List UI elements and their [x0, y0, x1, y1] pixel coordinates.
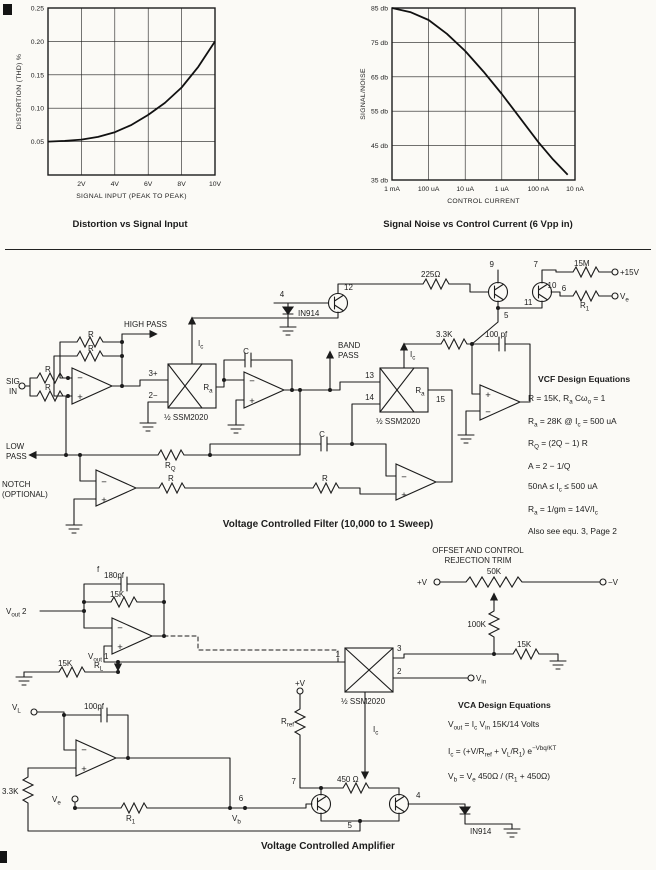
transistor	[390, 795, 409, 814]
minus-sign: −	[101, 477, 107, 488]
vcf-label-c: C	[319, 430, 325, 439]
vcf-label-low-pass: PASS	[6, 452, 27, 461]
vcf-terminals	[19, 269, 618, 389]
vca-pin-5: 5	[347, 821, 352, 830]
vcf-pin-2: 2−	[148, 391, 158, 400]
vcf-pin-11: 11	[524, 298, 533, 307]
resistor-15k-rl	[56, 667, 88, 677]
vcf-title: Voltage Controlled Filter (10,000 to 1 Sweep)	[222, 519, 434, 530]
vcf-label-15v: +15V	[620, 268, 639, 277]
resistor-r1	[570, 291, 602, 301]
resistor	[310, 483, 342, 493]
vca-label-15k: 15K	[58, 659, 73, 668]
vca-label-3k3: 3.3K	[2, 787, 19, 796]
plus-sign: +	[77, 392, 83, 403]
equation-line: R = 15K, $R_a$ $C\omega_o = 1$	[528, 393, 606, 406]
y-tick-label: 65 db	[370, 74, 388, 82]
diode-in914	[460, 806, 470, 820]
ground-symbol	[458, 430, 474, 443]
vcf-label-r: R	[322, 474, 328, 483]
vcf-label-optional: (OPTIONAL)	[2, 490, 48, 499]
x-tick-label: 1 uA	[494, 186, 509, 193]
data-curve	[48, 41, 215, 141]
vcf-label-r: R	[45, 365, 51, 374]
resistor-450	[340, 783, 372, 793]
vca-pin-3: 3	[397, 644, 402, 653]
y-tick-label: 0.10	[30, 105, 44, 113]
vca-label-vl: $V_L$	[12, 703, 21, 715]
vca-label-450: 450 Ω	[337, 775, 359, 784]
x-tick-label: 100 nA	[527, 186, 550, 193]
vcf-label-ssm1: ½ SSM2020	[164, 413, 209, 422]
resistor-3k3	[23, 774, 33, 806]
capacitor-100pf	[486, 337, 518, 351]
vcf-label-15m: 15M	[574, 259, 590, 268]
minus-v-terminal	[600, 579, 606, 585]
ve-terminal	[72, 796, 78, 802]
x-tick-label: 6V	[144, 181, 153, 188]
vcf-label-in: IN	[9, 387, 17, 396]
vca-label-r1: $R_1$	[126, 814, 136, 826]
x-tick-label: 2V	[77, 181, 86, 188]
vca-equation-lines	[448, 719, 654, 784]
ground-symbol	[280, 322, 296, 335]
vca-opamps	[76, 618, 152, 776]
minus-sign: −	[77, 373, 83, 384]
vca-label-offset2: REJECTION TRIM	[444, 556, 512, 565]
vcf-equation-lines	[528, 393, 656, 536]
vcf-label-3k3: 3.3K	[436, 330, 453, 339]
vca-pin-4: 4	[416, 791, 421, 800]
y-tick-label: 0.20	[30, 38, 44, 46]
vcf-label-high-pass: HIGH PASS	[124, 320, 167, 329]
equation-line: Also see equ. 3, Page 2	[528, 526, 617, 537]
vcf-pin-6: 6	[561, 284, 567, 293]
vcf-label-ve: $V_e$	[620, 292, 629, 304]
vcf-label-100pf: 100 pf	[485, 330, 508, 339]
signal-noise-chart	[330, 0, 656, 214]
vcf-label-r: R	[45, 383, 51, 392]
capacitor-c	[308, 437, 340, 451]
plus-sign: +	[485, 390, 491, 401]
vcf-label-r: R	[88, 344, 94, 353]
vca-pin-6: 6	[238, 794, 244, 803]
sig-in-terminal	[19, 383, 25, 389]
vca-multiplier	[345, 648, 393, 692]
resistor-3k3	[438, 339, 470, 349]
vcf-label-ic1: $I_c$	[198, 339, 204, 351]
equation-line: $R_Q = (2Q - 1)$ R	[528, 438, 588, 452]
vcf-label-band-pass: PASS	[338, 351, 359, 360]
ground-symbol	[228, 420, 244, 433]
vcf-pin-4: 4	[279, 290, 285, 299]
equation-line: $R_a = 28K$ @ $I_c = 500$ uA	[528, 415, 617, 429]
vcf-resistors	[34, 267, 602, 493]
vl-terminal	[31, 709, 37, 715]
plus15v-terminal	[612, 269, 618, 275]
x-axis-label: SIGNAL INPUT (PEAK TO PEAK)	[76, 193, 187, 200]
vca-label-in914: IN914	[470, 827, 492, 836]
y-axis-label: DISTORTION (THD) %	[16, 53, 23, 130]
plot-frame	[48, 8, 215, 175]
plus-v-terminal	[297, 688, 303, 694]
equation-line: $I_c = (+V/R_{ref} + V_L/R_1)$ $e^{-Vbq/KT}$	[448, 744, 557, 759]
resistor-rref	[295, 706, 305, 738]
vcf-pin-12: 12	[344, 283, 353, 292]
vcf-pin-9: 9	[489, 260, 494, 269]
potentiometer-50k	[462, 577, 526, 587]
distortion-chart	[0, 0, 330, 214]
y-tick-label: 0.25	[30, 5, 44, 13]
vcf-label-ssm2: ½ SSM2020	[376, 417, 421, 426]
vcf-label-r: R	[88, 330, 94, 339]
vcf-pin-10: 10	[547, 281, 557, 290]
vca-pin-1: 1	[335, 650, 340, 659]
vca-pin-2: 2	[397, 667, 402, 676]
vca-equations	[448, 700, 654, 797]
y-tick-label: 75 db	[370, 39, 388, 47]
vca-label-180pf: 180pf	[104, 571, 125, 580]
minus-sign: −	[485, 407, 491, 418]
vca-label-offset1: OFFSET AND CONTROL	[432, 546, 524, 555]
vcf-equations-title: VCF Design Equations	[538, 374, 631, 384]
vcf-label-r1: $R_1$	[580, 301, 590, 313]
vca-label-minus-v: −V	[608, 578, 619, 587]
vcf-label-notch: NOTCH	[2, 480, 31, 489]
resistor	[156, 483, 188, 493]
x-tick-label: 10V	[208, 181, 222, 188]
vca-label-15k: 15K	[517, 640, 532, 649]
y-tick-label: 0.05	[30, 139, 44, 147]
vcf-wires	[25, 270, 612, 520]
vca-label-plus-v: +V	[294, 679, 306, 688]
equation-line: $R_a = 1/gm = 14V/I_c$	[528, 503, 598, 517]
resistor-225	[420, 279, 452, 289]
vcf-opamps	[72, 368, 520, 506]
data-curve	[392, 8, 568, 175]
vcf-label-sig: SIG	[6, 377, 20, 386]
vca-label-vb: $V_b$	[232, 814, 241, 826]
plus-v-terminal	[434, 579, 440, 585]
vca-label-50k: 50K	[486, 567, 502, 576]
vca-label-100pf: 100pf	[84, 702, 105, 711]
x-tick-label: 1 mA	[384, 186, 400, 193]
vca-label-100k: 100K	[467, 620, 486, 629]
vcf-label-225: 225Ω	[421, 270, 441, 279]
plus-sign: +	[401, 490, 407, 501]
x-tick-label: 100 uA	[417, 186, 440, 193]
vca-label-ic: $I_c$	[373, 725, 379, 737]
minus-sign: −	[249, 376, 255, 387]
vcf-label-band: BAND	[338, 341, 361, 350]
resistor-r1	[118, 803, 150, 813]
vca-label-rref: $R_{ref}$	[280, 717, 294, 729]
y-tick-label: 85 db	[370, 5, 388, 13]
vca-label-rl: $R_L$	[94, 661, 104, 673]
vcf-label-ra2: $R_a$	[415, 386, 425, 398]
equation-line: A = 2 − 1/Q	[528, 461, 571, 472]
vcf-pin-3: 3+	[148, 369, 158, 378]
vca-label-ssm: ½ SSM2020	[341, 697, 386, 706]
vcf-label-in914: IN914	[298, 309, 320, 318]
vcf-label-c: C	[243, 347, 249, 356]
plus-sign: +	[101, 495, 107, 506]
ve-terminal	[612, 293, 618, 299]
vca-label-ve: $V_e$	[52, 795, 61, 807]
plus-sign: +	[249, 396, 255, 407]
vcf-label-r: R	[168, 474, 174, 483]
vin-terminal	[468, 675, 474, 681]
ground-symbol	[16, 672, 32, 685]
vca-label-vin: $V_{in}$	[476, 674, 487, 686]
transistor	[312, 795, 331, 814]
ground-symbol	[504, 824, 520, 837]
equation-line: $V_b = V_e$ $450\Omega / (R_1 + 450\Omega)$	[448, 771, 551, 784]
y-tick-label: 0.15	[30, 72, 44, 80]
y-tick-label: 35 db	[370, 177, 388, 185]
minus-sign: −	[81, 745, 87, 756]
x-tick-label: 4V	[110, 181, 119, 188]
vca-label-plus-v: +V	[416, 578, 427, 587]
resistor-100k	[489, 608, 499, 640]
y-axis-label: SIGNAL/NOISE	[360, 68, 367, 120]
vca-label-vout1: $V_{out}$ 1	[88, 652, 109, 664]
plus-sign: +	[117, 642, 123, 653]
vcf-pin-15: 15	[436, 395, 445, 404]
resistor-15k	[510, 649, 542, 659]
minus-sign: −	[117, 623, 123, 634]
vca-label-15k: 15K	[110, 590, 125, 599]
x-tick-label: 10 uA	[456, 186, 475, 193]
vca-pin-7: 7	[291, 777, 296, 786]
vcf-pin-5: 5	[504, 311, 509, 320]
vcf-label-ic2: $I_c$	[410, 350, 416, 362]
vcf-label-low: LOW	[6, 442, 25, 451]
vcf-label-rq: $R_Q$	[165, 461, 176, 473]
ground-symbol	[140, 418, 156, 431]
ground-symbol	[550, 656, 566, 669]
vcf-pin-7: 7	[533, 260, 538, 269]
vca-label-vout2: $V_{out}$ 2	[6, 607, 27, 619]
vcf-label-ra1: $R_a$	[203, 383, 213, 395]
section-divider	[5, 249, 651, 250]
signal-noise-chart-title: Signal Noise vs Control Current (6 Vpp in)	[383, 219, 573, 230]
vca-equations-title: VCA Design Equations	[458, 700, 551, 710]
vcf-pin-13: 13	[365, 371, 374, 380]
y-tick-label: 55 db	[370, 108, 388, 116]
vcf-pin-14: 14	[365, 393, 374, 402]
y-tick-label: 45 db	[370, 143, 388, 151]
x-tick-label: 10 nA	[566, 186, 584, 193]
distortion-chart-title: Distortion vs Signal Input	[72, 219, 188, 230]
x-axis-label: CONTROL CURRENT	[447, 198, 520, 205]
minus-sign: −	[401, 472, 407, 483]
transistor	[489, 283, 508, 302]
equation-line: $50nA \le I_c \le 500$ uA	[528, 481, 598, 494]
vca-junction-dots	[62, 600, 496, 823]
x-tick-label: 8V	[177, 181, 186, 188]
vca-title: Voltage Controlled Amplifier	[261, 841, 395, 852]
vcf-semis	[283, 283, 552, 321]
equation-line: $V_{out} = I_c$ $V_{in}$ 15K/14 Volts	[448, 719, 540, 732]
transistor	[329, 294, 348, 313]
vca-label-f: f	[97, 565, 100, 574]
plus-sign: +	[81, 764, 87, 775]
resistor-15m	[570, 267, 602, 277]
vca-semis	[312, 795, 471, 821]
resistor-rq	[155, 450, 187, 460]
